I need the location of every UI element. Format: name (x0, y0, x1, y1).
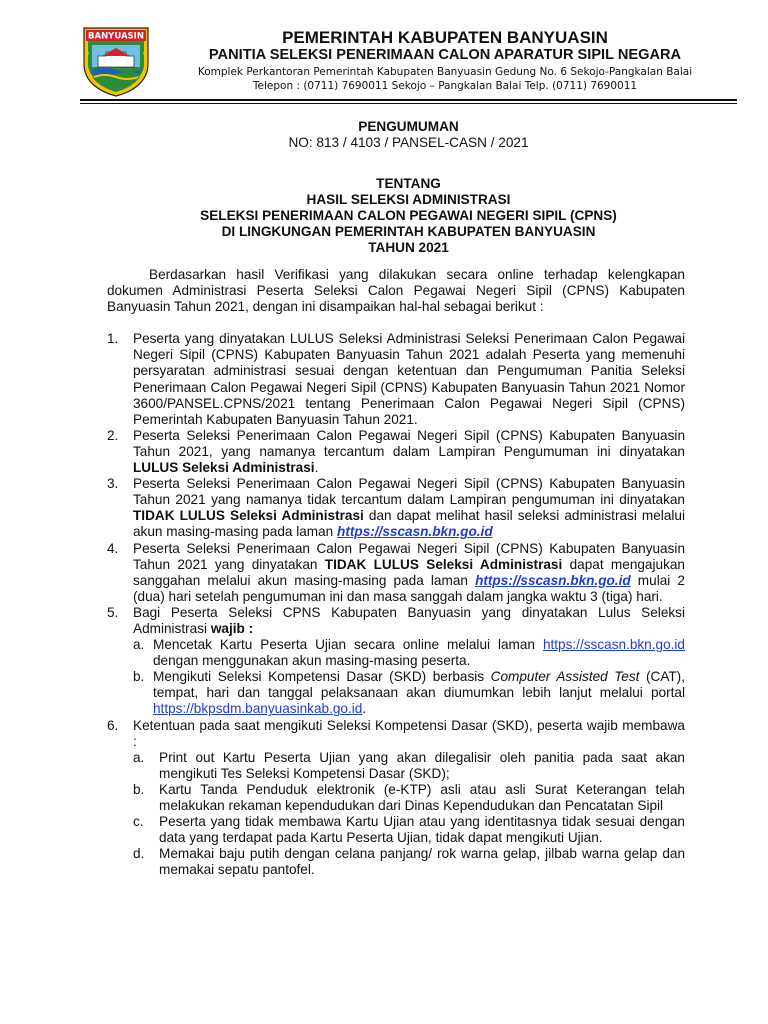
list-number: 6. (107, 717, 119, 733)
status-tidak-lulus: TIDAK LULUS Seleksi Administrasi (133, 508, 364, 524)
subject-line-1: HASIL SELEKSI ADMINISTRASI (306, 192, 511, 207)
list-text-mid: dan dapat melihat hasil seleksi administrasi melalui akun masing-masing pada laman (133, 508, 685, 540)
sub-item-6b (133, 782, 685, 814)
status-lulus: LULUS Seleksi Administrasi (133, 460, 315, 476)
bkpsdm-link[interactable]: https://bkpsdm.banyuasinkab.go.id (153, 701, 363, 717)
sub-letter: b. (133, 669, 145, 685)
sscasn-link[interactable]: https://sscasn.bkn.go.id (337, 524, 493, 540)
tentang-label: TENTANG (376, 176, 441, 191)
list-number: 4. (107, 540, 119, 556)
sub-text-mid: (CAT), tempat, hari dan tanggal pelaksanaan akan diumumkan lebih lanjut melalui portal (153, 669, 685, 701)
letterhead-address: Komplek Perkantoran Pemerintah Kabupaten Banyuasin Gedung No. 6 Sekojo-Pangkalan Balai (197, 66, 693, 78)
wajib-label: wajib : (210, 620, 254, 636)
sscasn-link[interactable]: https://sscasn.bkn.go.id (542, 637, 685, 653)
list-text-mid: dapat mengajukan sanggahan melalui akun masing-masing pada laman (133, 556, 685, 588)
sub-letter: b. (133, 781, 145, 797)
sub-letter: a. (133, 749, 145, 765)
sub-text: Kartu Tanda Penduduk elektronik (e-KTP) asli atau asli Surat Keterangan telah melakukan rekaman kependudukan dari Dinas Kependudukan dan Pencatatan Sipil (159, 781, 685, 813)
list-text-end: . (314, 460, 319, 476)
list-number: 1. (107, 331, 119, 347)
list-item-4 (107, 541, 685, 605)
list-text: Peserta Seleksi Penerimaan Calon Pegawai Negeri Sipil (CPNS) Kabupaten Banyuasin Tahun 2021 yang namanya tidak tercantum dalam Lampiran pengumuman ini dinyatakan (133, 476, 685, 508)
sub-item-5b (133, 669, 685, 717)
letterhead-title: PEMERINTAH KABUPATEN BANYUASIN (282, 28, 608, 47)
sub-letter: c. (133, 814, 144, 830)
subject-line-4: TAHUN 2021 (368, 240, 449, 255)
list-number: 5. (107, 604, 119, 620)
sscasn-link[interactable]: https://sscasn.bkn.go.id (475, 572, 631, 588)
sub-item-6d (133, 846, 685, 878)
sub-text-end: dengan menggunakan akun masing-masing peserta. (153, 653, 471, 669)
list-text: Peserta Seleksi Penerimaan Calon Pegawai Negeri Sipil (CPNS) Kabupaten Banyuasin Tahun 2021, yang namanya tercantum dalam Lampiran Pengumuman ini dinyatakan (133, 427, 685, 459)
sub-item-5a (133, 637, 685, 669)
letterhead-subtitle: PANITIA SELEKSI PENERIMAAN CALON APARATUR SIPIL NEGARA (208, 47, 682, 63)
banyuasin-logo (78, 24, 154, 98)
sub-item-6a (133, 750, 685, 782)
sub-item-6c (133, 814, 685, 846)
sub-text: Print out Kartu Peserta Ujian yang akan dilegalisir oleh panitia pada saat akan mengikuti Tes Seleksi Kompetensi Dasar (SKD); (159, 749, 685, 781)
subject-line-2: SELEKSI PENERIMAAN CALON PEGAWAI NEGERI SIPIL (CPNS) (200, 208, 617, 223)
list-text: Peserta Seleksi Penerimaan Calon Pegawai Negeri Sipil (CPNS) Kabupaten Banyuasin Tahun 2021 yang dinyatakan (133, 540, 685, 572)
list-item-1 (107, 331, 685, 428)
list-item-6 (107, 718, 685, 879)
status-tidak-lulus: TIDAK LULUS Seleksi Administrasi (324, 556, 563, 572)
sub-text: Peserta yang tidak membawa Kartu Ujian atau yang identitasnya tidak sesuai dengan data yang terdapat pada Kartu Peserta Ujian, tidak dapat mengikuti Ujian. (159, 814, 685, 846)
list-text: Peserta yang dinyatakan LULUS Seleksi Administrasi Seleksi Penerimaan Calon Pegawai Negeri Sipil (CPNS) Kabupaten Banyuasin Tahun 2021 adalah Peserta yang memenuhi persyaratan administrasi sesuai dengan ketentuan dan Pengumuman Panitia Seleksi Penerimaan Calon Pegawai Negeri Sipil (CPNS) Kabupaten Banyuasin Tahun 2021 Nomor 3600/PANSEL.CPNS/2021 tentang Penerimaan Calon Pegawai Negeri Sipil (CPNS) Pemerintah Kabupaten Banyuasin Tahun 2021. (133, 331, 685, 427)
sub-letter: a. (133, 637, 145, 653)
list-text: Ketentuan pada saat mengikuti Seleksi Kompetensi Dasar (SKD), peserta wajib membawa : (133, 717, 685, 749)
list-number: 3. (107, 476, 119, 492)
intro-paragraph: Berdasarkan hasil Verifikasi yang dilakukan secara online terhadap kelengkapan dokumen Administrasi Peserta Seleksi Calon Pegawai Negeri Sipil (CPNS) Kabupaten Banyuasin Tahun 2021, dengan ini disampaikan hal-hal sebagai berikut : (107, 267, 685, 315)
list-item-5 (107, 605, 685, 718)
list-text-end: mulai 2 (dua) hari setelah pengumuman ini dan masa sanggah dalam jangka waktu 3 (tiga) hari. (133, 572, 685, 604)
list-item-2 (107, 428, 685, 476)
sub-text: Mencetak Kartu Peserta Ujian secara online melalui laman (153, 637, 543, 653)
list-item-3 (107, 476, 685, 540)
letterhead-phone: Telepon : (0711) 7690011 Sekojo – Pangkalan Balai Telp. (0711) 7690011 (252, 80, 638, 92)
list-number: 2. (107, 427, 119, 443)
sub-letter: d. (133, 846, 145, 862)
document-body (107, 267, 685, 878)
list-text: Bagi Peserta Seleksi CPNS Kabupaten Banyuasin yang dinyatakan Lulus Seleksi Administrasi (133, 604, 685, 636)
logo-text: BANYUASIN (88, 31, 144, 42)
letterhead-rule-thin (80, 103, 737, 104)
announcement-label: PENGUMUMAN (358, 119, 459, 134)
announcement-number: NO: 813 / 4103 / PANSEL-CASN / 2021 (288, 135, 529, 150)
subject-line-3: DI LINGKUNGAN PEMERINTAH KABUPATEN BANYUASIN (221, 224, 596, 239)
letterhead-rule-thick (80, 99, 737, 101)
sub-text-end: . (362, 701, 367, 717)
cat-term: Computer Assisted Test (490, 669, 640, 685)
sub-text: Mengikuti Seleksi Kompetensi Dasar (SKD) berbasis (153, 669, 491, 685)
sub-text: Memakai baju putih dengan celana panjang/ rok warna gelap, jilbab warna gelap dan memakai sepatu pantofel. (159, 846, 685, 878)
